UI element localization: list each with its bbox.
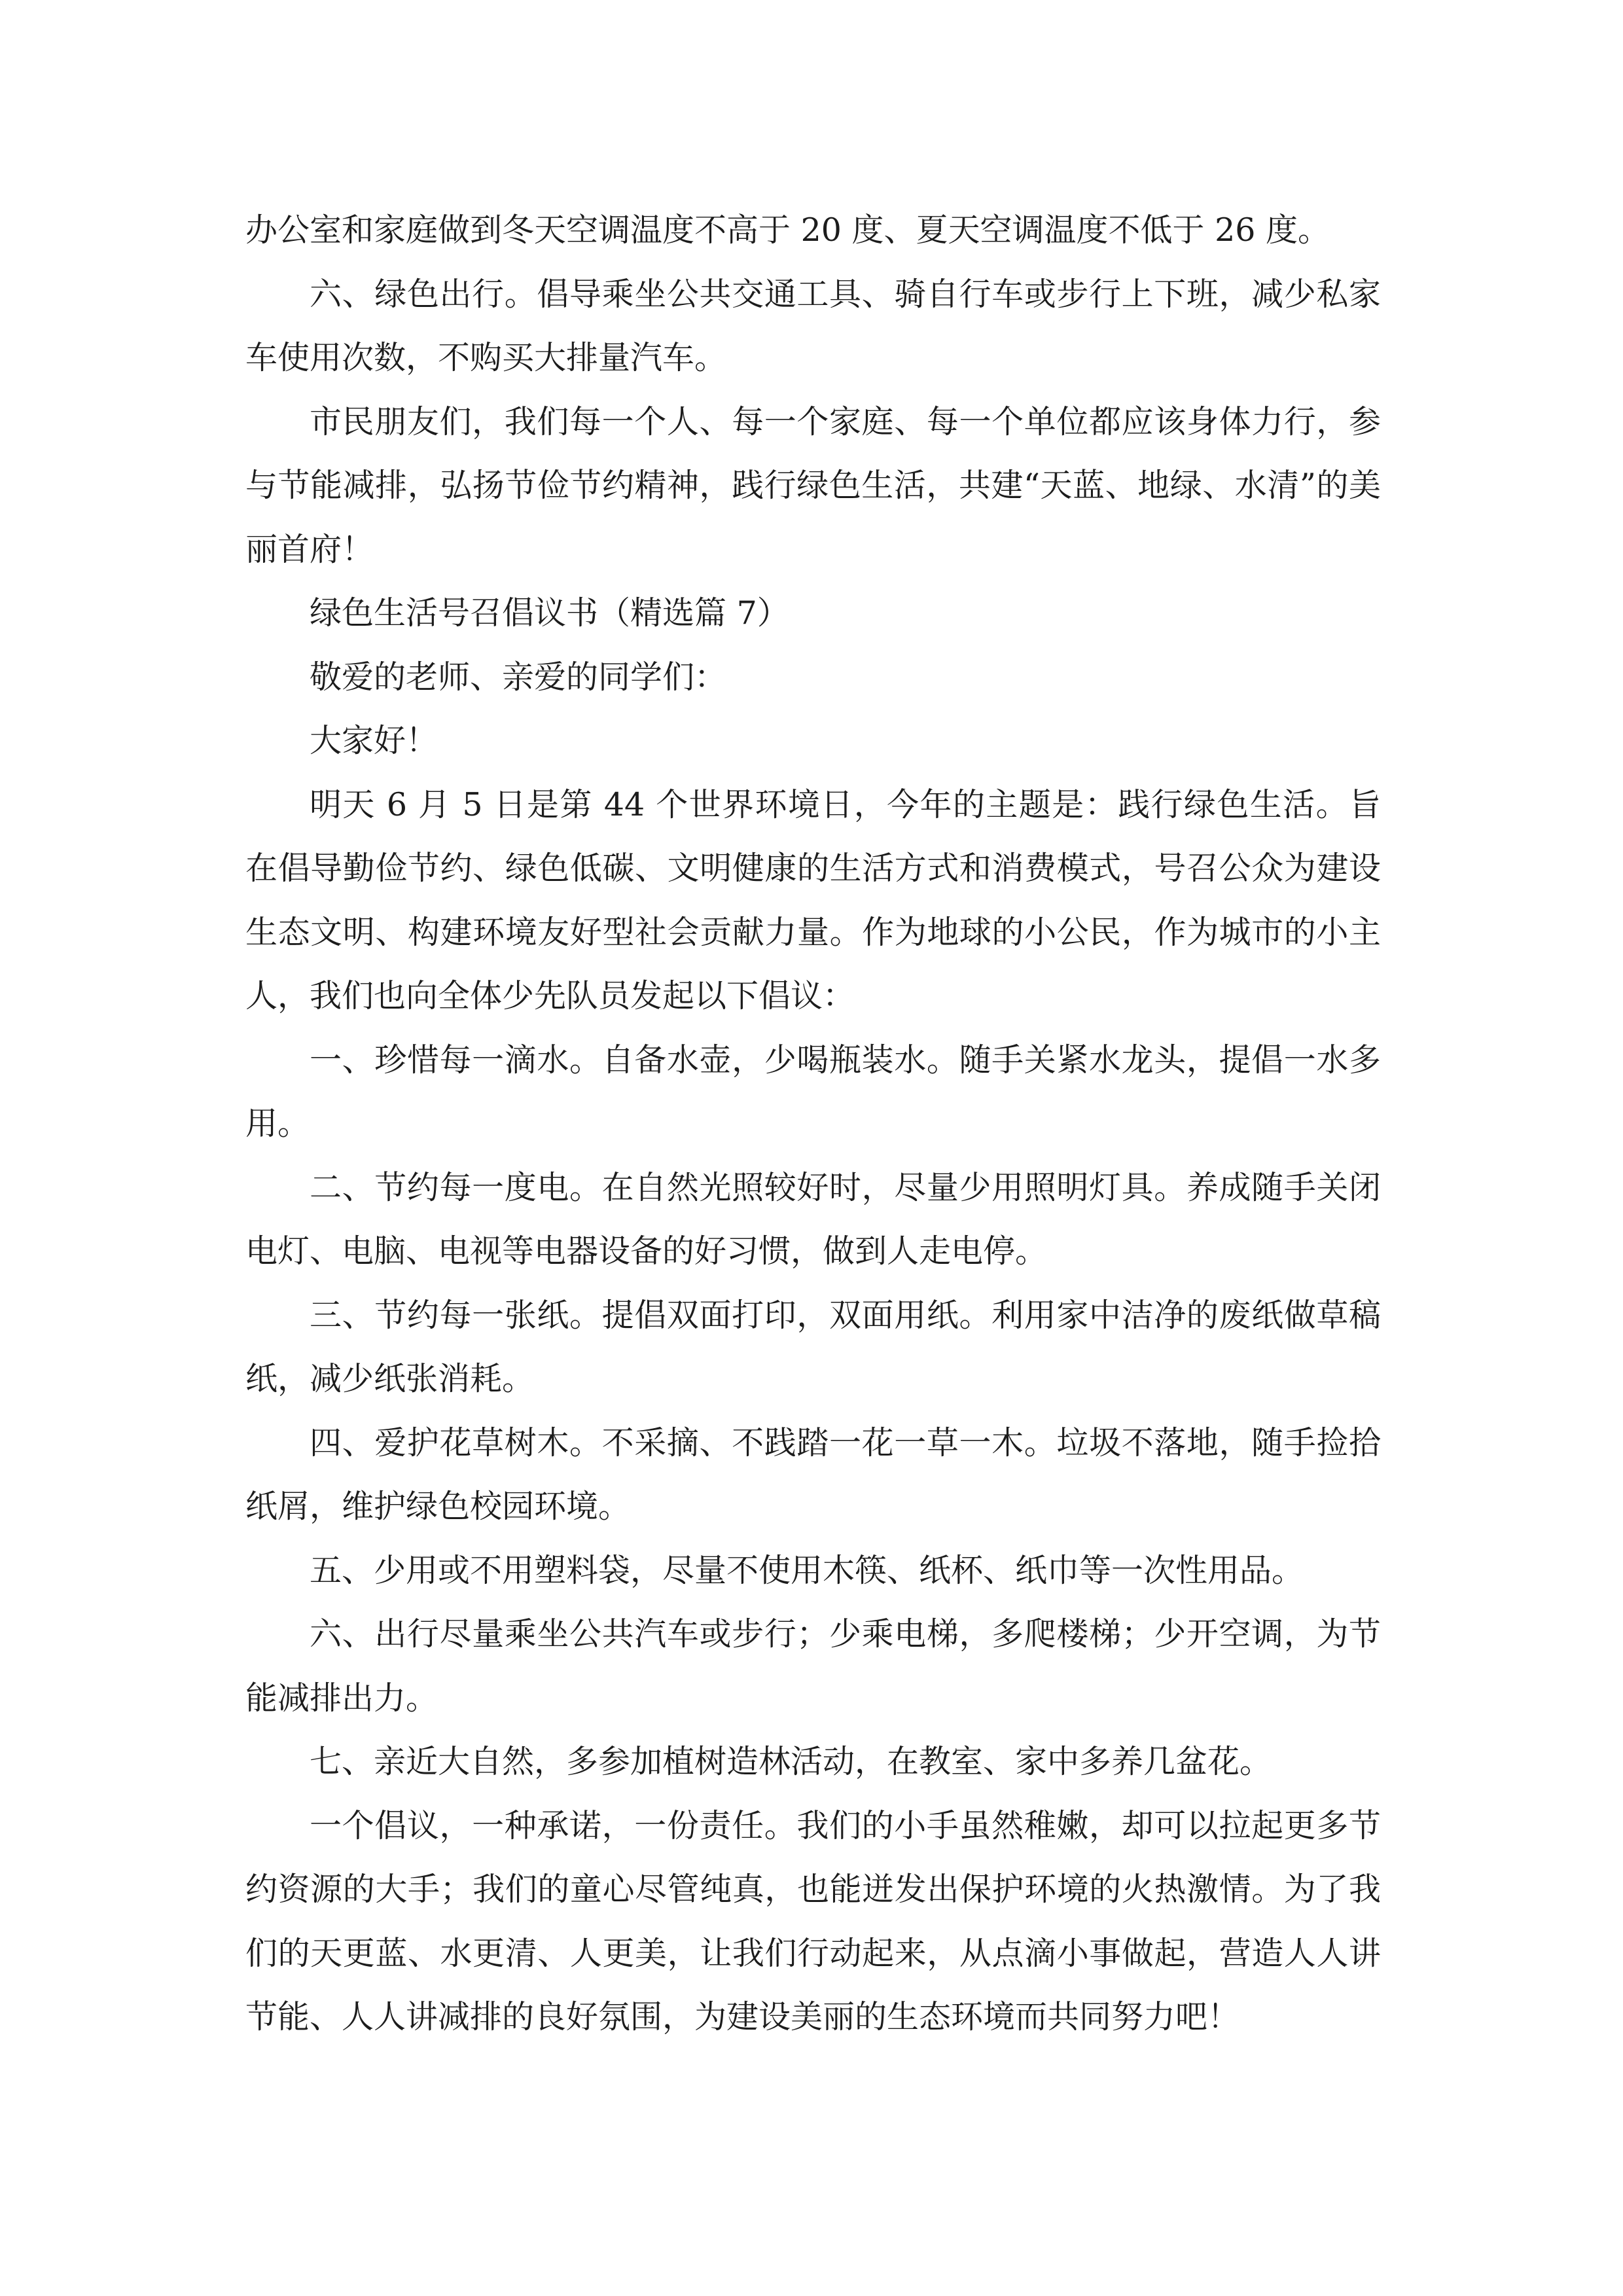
document-body xyxy=(245,198,1381,2049)
paragraph-closing: 一个倡议，一种承诺，一份责任。我们的小手虽然稚嫩，却可以拉起更多节约资源的大手；我们的童心尽管纯真，也能迸发出保护环境的火热激情。为了我们的天更蓝、水更清、人更美，让我们行动起来，从点滴小事做起，营造人人讲节能、人人讲减排的良好氛围，为建设美丽的生态环境而共同努力吧！ xyxy=(245,1806,1381,2036)
paragraph-green-travel: 六、绿色出行。倡导乘坐公共交通工具、骑自行车或步行上下班，减少私家车使用次数，不购买大排量汽车。 xyxy=(245,275,1381,376)
proposal-item-plants: 四、爱护花草树木。不采摘、不践踏一花一草一木。垃圾不落地，随手捡拾纸屑，维护绿色校园环境。 xyxy=(245,1424,1381,1525)
greeting: 大家好！ xyxy=(310,722,438,759)
proposal-item-electricity: 二、节约每一度电。在自然光照较好时，尽量少用照明灯具。养成随手关闭电灯、电脑、电视等电器设备的好习惯，做到人走电停。 xyxy=(245,1168,1381,1270)
paragraph-environment-day: 明天 6 月 5 日是第 44 个世界环境日，今年的主题是：践行绿色生活。旨在倡导勤俭节约、绿色低碳、文明健康的生活方式和消费模式，号召公众为建设生态文明、构建环境友好型社会贡献力量。作为地球的小公民，作为城市的小主人，我们也向全体少先队员发起以下倡议： xyxy=(245,785,1381,1014)
proposal-item-travel: 六、出行尽量乘坐公共汽车或步行；少乘电梯，多爬楼梯；少开空调，为节能减排出力。 xyxy=(245,1615,1381,1717)
section-title: 绿色生活号召倡议书（精选篇 7） xyxy=(310,594,789,632)
proposal-item-nature: 七、亲近大自然，多参加植树造林活动，在教室、家中多养几盆花。 xyxy=(310,1743,1272,1780)
paragraph-air-conditioning-temperature: 办公室和家庭做到冬天空调温度不高于 20 度、夏天空调温度不低于 26 度。 xyxy=(245,211,1330,249)
salutation: 敬爱的老师、亲爱的同学们： xyxy=(310,658,727,696)
proposal-item-paper: 三、节约每一张纸。提倡双面打印，双面用纸。利用家中洁净的废纸做草稿纸，减少纸张消耗。 xyxy=(245,1296,1381,1397)
proposal-item-water: 一、珍惜每一滴水。自备水壶，少喝瓶装水。随手关紧水龙头，提倡一水多用。 xyxy=(245,1041,1381,1142)
proposal-item-plastic: 五、少用或不用塑料袋，尽量不使用木筷、纸杯、纸巾等一次性用品。 xyxy=(310,1551,1304,1589)
paragraph-citizens-call: 市民朋友们，我们每一个人、每一个家庭、每一个单位都应该身体力行，参与节能减排，弘扬节俭节约精神，践行绿色生活，共建“天蓝、地绿、水清”的美丽首府！ xyxy=(245,403,1381,568)
